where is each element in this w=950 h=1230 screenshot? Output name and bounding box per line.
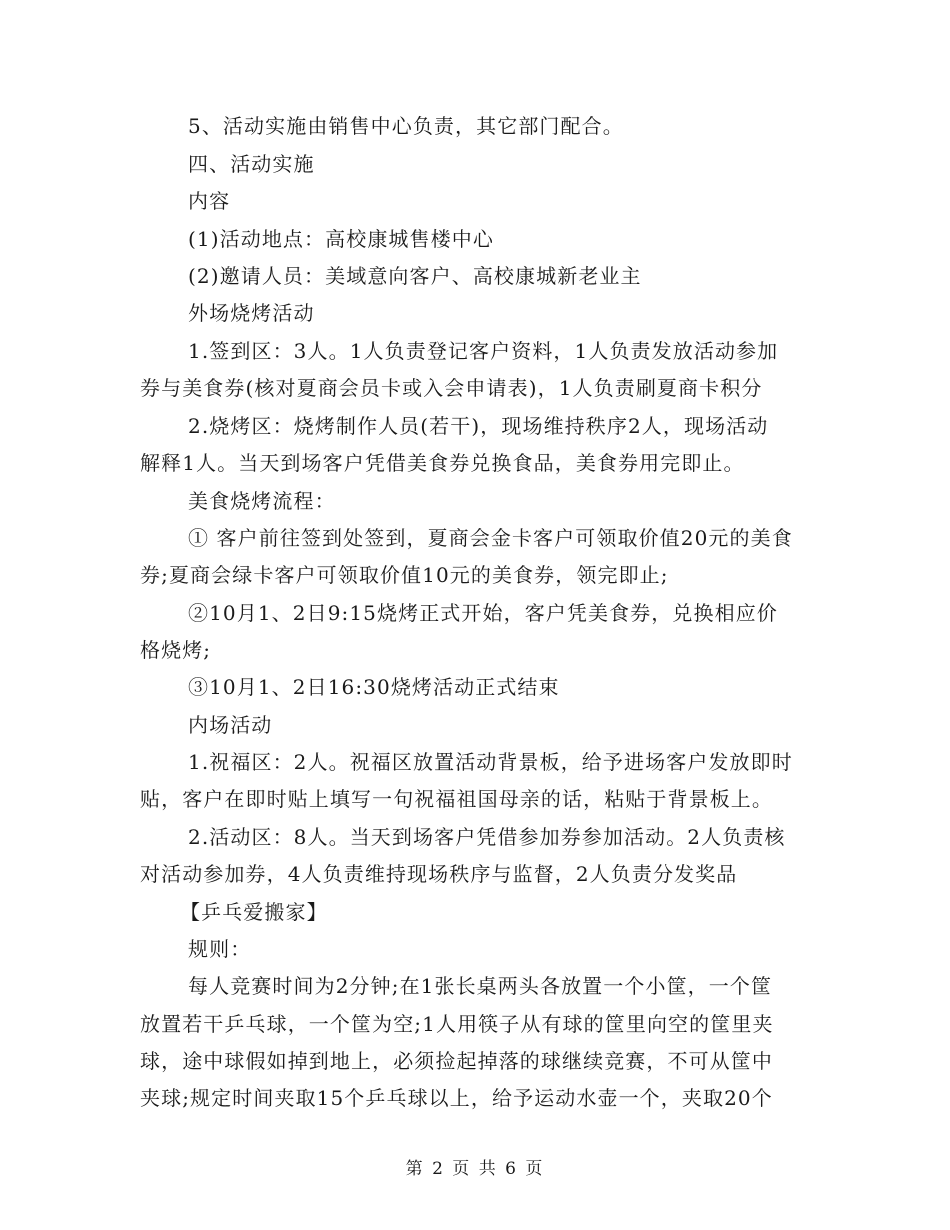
text-line: (2)邀请人员：美域意向客户、高校康城新老业主	[188, 264, 642, 288]
subsection-heading: 美食烧烤流程：	[188, 489, 336, 513]
text-line: ③10月1、2日16:30烧烤活动正式结束	[188, 675, 560, 699]
subsection-heading: 【乒乓爱搬家】	[180, 900, 328, 924]
text-line: 1.签到区：3人。1人负责登记客户资料，1人负责发放活动参加	[188, 339, 779, 363]
text-line: 格烧烤;	[140, 638, 212, 662]
text-line: 2.活动区：8人。当天到场客户凭借参加券参加活动。2人负责核	[188, 825, 786, 849]
text-line: (1)活动地点：高校康城售楼中心	[188, 227, 494, 251]
text-line: 贴，客户在即时贴上填写一句祝福祖国母亲的话，粘贴于背景板上。	[140, 787, 773, 811]
text-line: 5、活动实施由销售中心负责，其它部门配合。	[188, 114, 624, 138]
text-line: 放置若干乒乓球，一个筐为空;1人用筷子从有球的筐里向空的筐里夹	[140, 1012, 774, 1036]
page-number: 第 2 页 共 6 页	[405, 1159, 545, 1179]
text-line: 券与美食券(核对夏商会员卡或入会申请表)，1人负责刷夏商卡积分	[140, 376, 763, 400]
text-line: ① 客户前往签到处签到，夏商会金卡客户可领取价值20元的美食	[188, 526, 793, 550]
text-line: 每人竞赛时间为2分钟;在1张长桌两头各放置一个小筐，一个筐	[188, 974, 773, 998]
text-line: 对活动参加券，4人负责维持现场秩序与监督，2人负责分发奖品	[140, 862, 738, 886]
text-line: 内容	[188, 189, 231, 213]
text-line: 1.祝福区：2人。祝福区放置活动背景板，给予进场客户发放即时	[188, 750, 793, 774]
text-line: ②10月1、2日9:15烧烤正式开始，客户凭美食券，兑换相应价	[188, 601, 778, 625]
subsection-heading: 外场烧烤活动	[188, 301, 315, 325]
text-line: 解释1人。当天到场客户凭借美食券兑换食品，美食券用完即止。	[140, 451, 745, 475]
text-line: 球，途中球假如掉到地上，必须捡起掉落的球继续竞赛，不可从筐中	[140, 1049, 773, 1073]
text-line: 夹球;规定时间夹取15个乒乓球以上，给予运动水壶一个，夹取20个	[140, 1086, 773, 1110]
text-line: 2.烧烤区：烧烤制作人员(若干)，现场维持秩序2人，现场活动	[188, 414, 769, 438]
text-line: 券;夏商会绿卡客户可领取价值10元的美食券，领完即止;	[140, 563, 669, 587]
section-heading: 四、活动实施	[188, 152, 315, 176]
subsection-heading: 内场活动	[188, 713, 273, 737]
text-line: 规则：	[188, 937, 252, 961]
